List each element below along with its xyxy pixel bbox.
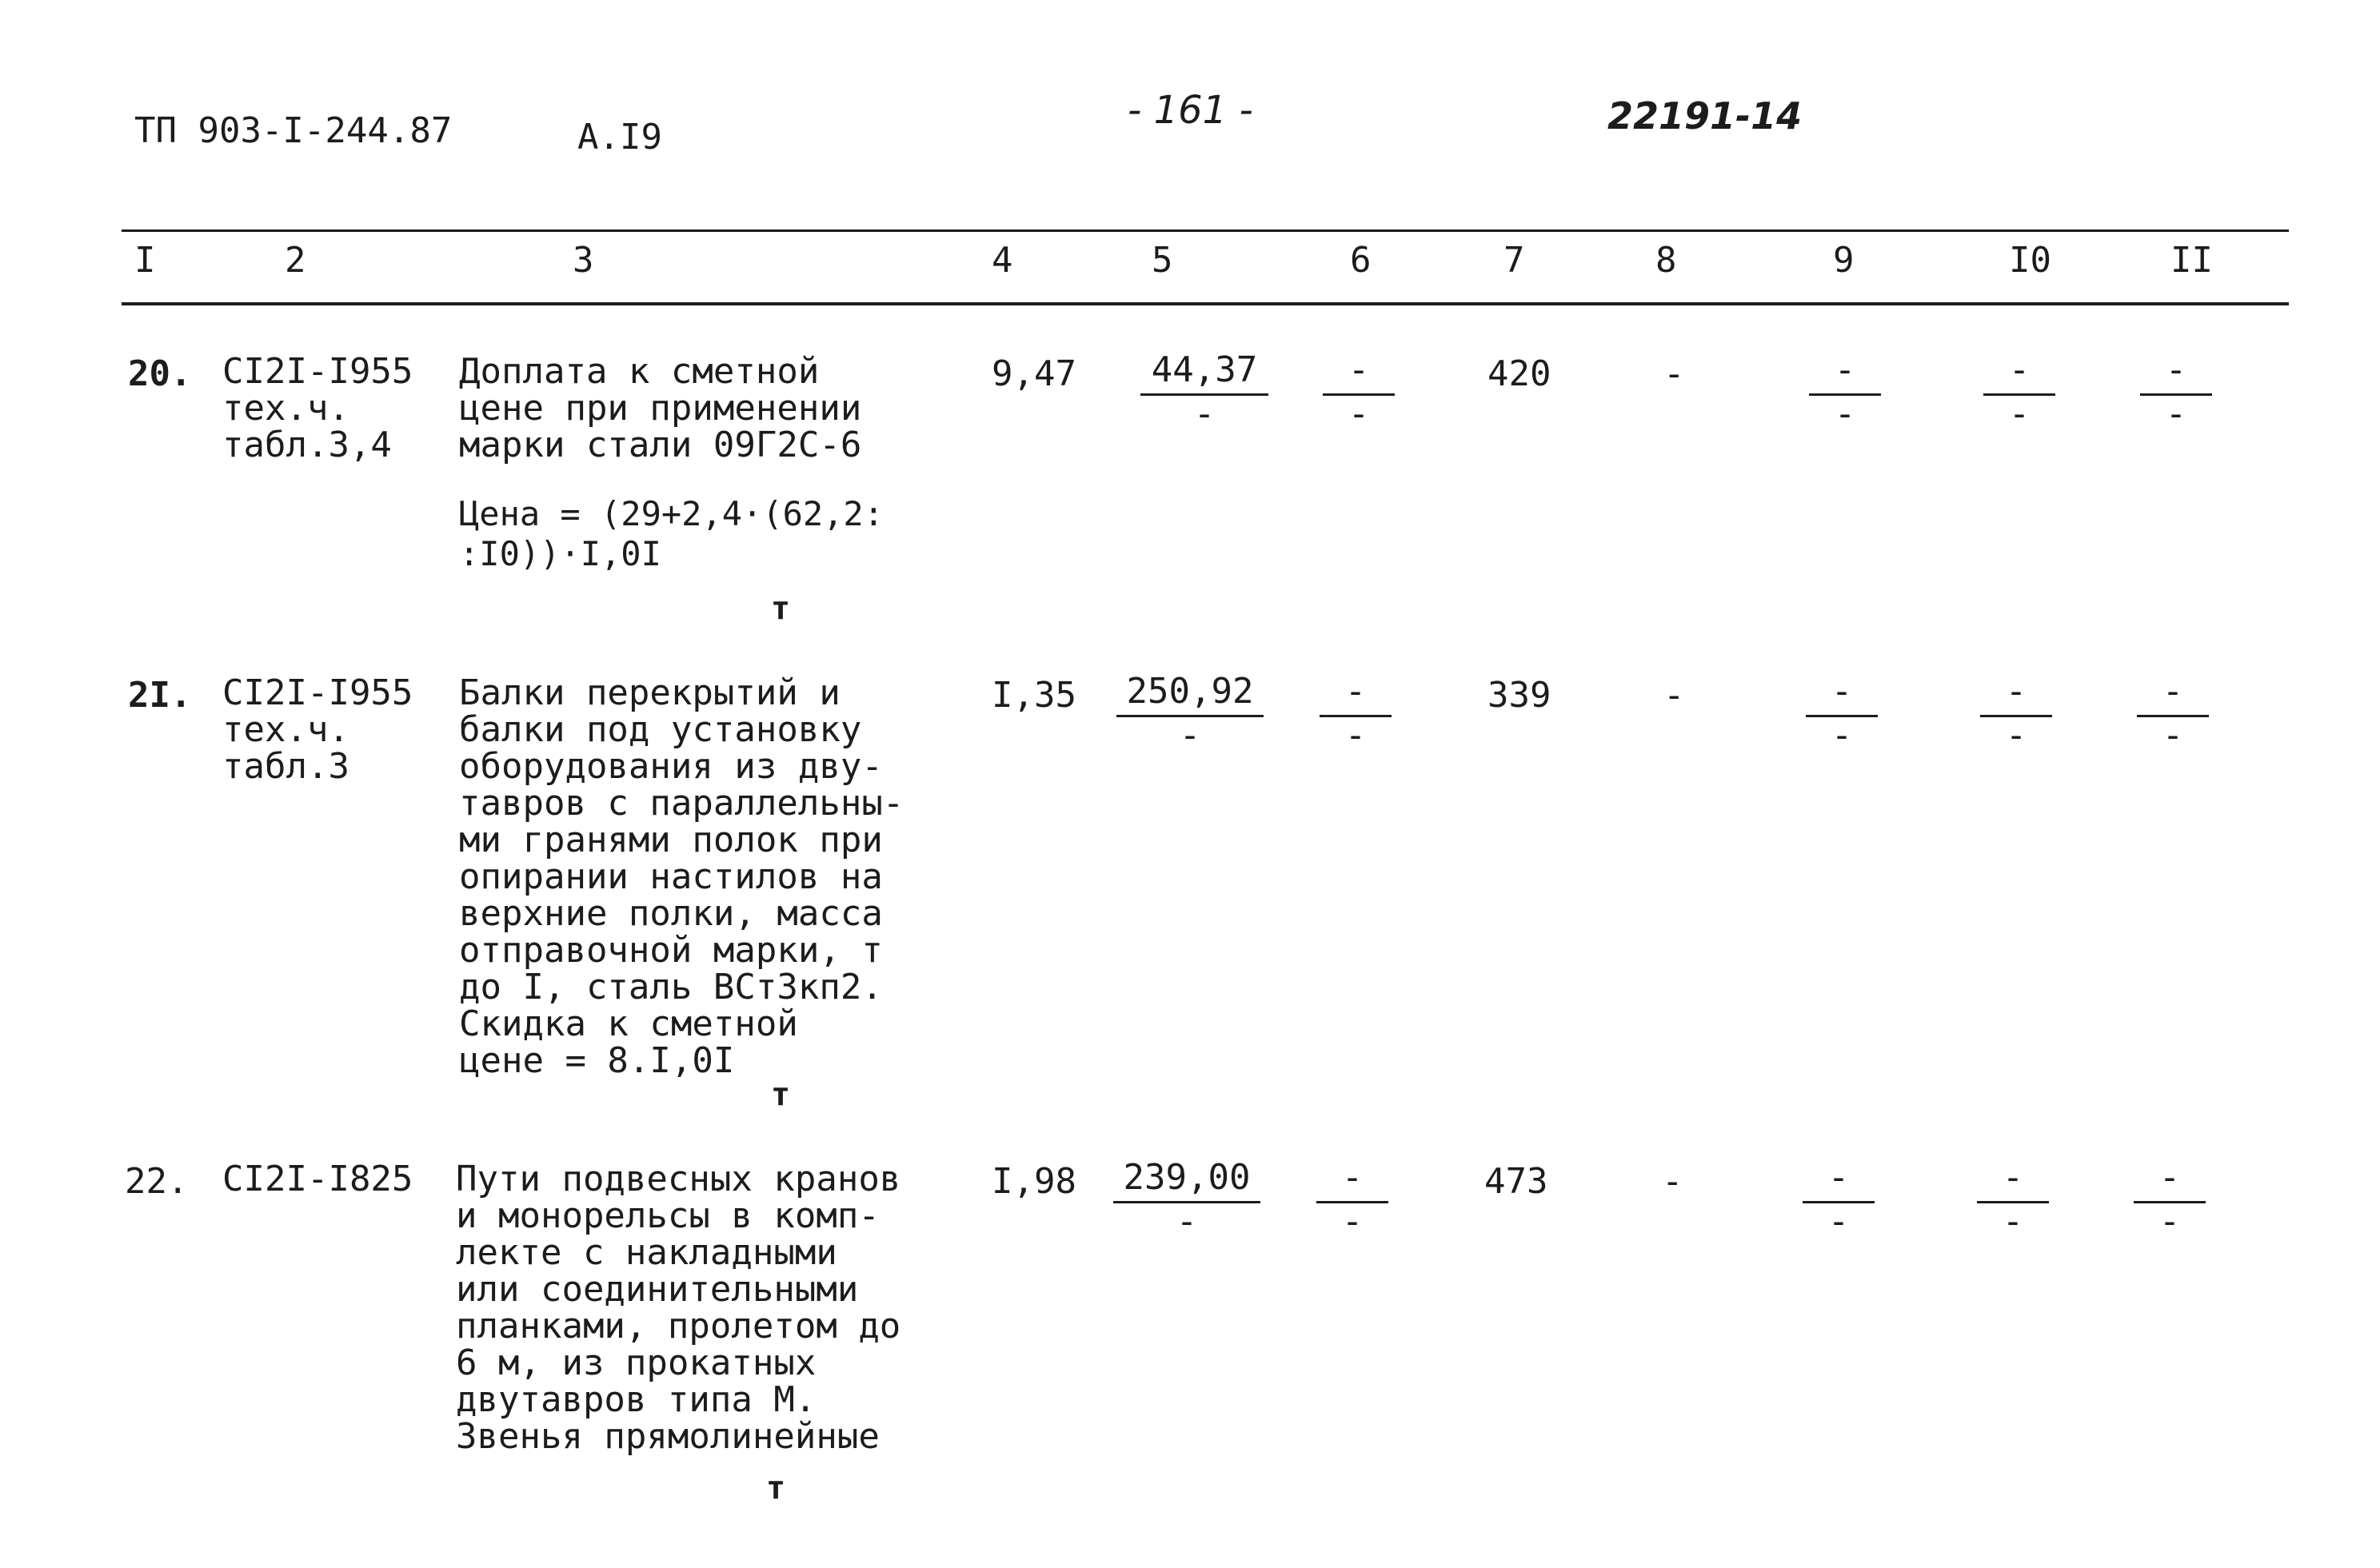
fraction-bottom: - — [1834, 393, 1856, 434]
norm-code-line: СI2I-I955 — [222, 351, 413, 392]
fraction-top: - — [1983, 352, 2055, 396]
col11-fraction — [2137, 673, 2209, 754]
col6-fraction — [1316, 1159, 1388, 1240]
description-line: отправочной марки, т — [459, 930, 883, 971]
col9-fraction — [1803, 1159, 1875, 1240]
fraction-top: 44,37 — [1140, 352, 1268, 396]
column-header-5: 5 — [1152, 240, 1173, 281]
formula-line: :I0))·I,0I — [459, 534, 661, 573]
total-value: 420 — [1488, 353, 1551, 394]
fraction-top: - — [2140, 352, 2212, 396]
unit-label: т — [771, 590, 791, 627]
fraction-bottom: - — [1344, 715, 1367, 756]
description-line: Скидка к сметной — [459, 1003, 798, 1044]
formula-line: Цена = (29+2,4·(62,2: — [459, 494, 885, 533]
column-header-3: 3 — [573, 240, 594, 281]
fraction-top: - — [1320, 673, 1392, 717]
column-header-10: I0 — [2009, 240, 2051, 281]
column-header-7: 7 — [1503, 240, 1525, 281]
fraction-bottom: - — [2002, 1201, 2024, 1242]
col9-fraction — [1809, 349, 1881, 434]
col11-fraction — [2134, 1159, 2206, 1240]
work-description — [459, 672, 904, 1081]
description-line: двутавров типа М. — [456, 1379, 817, 1420]
fraction-bottom: - — [1179, 715, 1201, 756]
column-header-4: 4 — [992, 240, 1013, 281]
norm-code-line: СI2I-I825 — [222, 1159, 413, 1199]
col10-fraction — [1980, 673, 2052, 754]
description-line: и монорельсы в комп- — [456, 1195, 880, 1236]
unit-cost-fraction — [1113, 1159, 1260, 1240]
row-number: 20. — [128, 353, 192, 394]
description-line: балки под установку — [459, 709, 862, 750]
quantity-value: 9,47 — [992, 353, 1076, 394]
column-header-8: 8 — [1655, 240, 1677, 281]
column-header-1: I — [134, 240, 156, 281]
fraction-bottom: - — [1341, 1201, 1364, 1242]
fraction-bottom: - — [2165, 393, 2187, 434]
norm-code — [222, 353, 413, 464]
description-line: марки стали 09Г2С-6 — [459, 425, 862, 465]
fraction-bottom: - — [1831, 715, 1853, 756]
description-line: Звенья прямолинейные — [456, 1416, 880, 1457]
quantity-value: I,35 — [992, 675, 1076, 716]
description-line: Доплата к сметной — [459, 351, 820, 392]
col10-fraction — [1977, 1159, 2049, 1240]
norm-code — [222, 672, 413, 787]
fraction-top: - — [1806, 673, 1878, 717]
norm-code-line: табл.3 — [222, 746, 349, 787]
col8-value: - — [1662, 1161, 1683, 1202]
unit-label: т — [771, 1076, 791, 1113]
total-value: 473 — [1484, 1161, 1548, 1202]
description-line: 6 м, из прокатных — [456, 1343, 817, 1383]
col10-fraction — [1983, 349, 2055, 434]
description-line: оборудования из дву- — [459, 746, 883, 787]
description-line: до I, сталь ВСт3кп2. — [459, 967, 883, 1007]
quantity-value: I,98 — [992, 1161, 1076, 1202]
fraction-bottom: - — [1176, 1201, 1198, 1242]
table-top-rule — [122, 229, 2289, 232]
norm-code-line: табл.3,4 — [222, 425, 392, 465]
col6-fraction — [1320, 673, 1392, 754]
description-line: планками, пролетом до — [456, 1306, 901, 1347]
col11-fraction — [2140, 349, 2212, 434]
inventory-code: 22191-14 — [1607, 94, 1803, 138]
col6-fraction — [1323, 349, 1395, 434]
description-line: или соединительными — [456, 1269, 859, 1310]
fraction-top: - — [1809, 352, 1881, 396]
unit-label: т — [766, 1470, 786, 1506]
column-header-6: 6 — [1350, 240, 1372, 281]
fraction-top: 250,92 — [1116, 673, 1264, 717]
unit-cost-fraction — [1140, 349, 1268, 434]
total-value: 339 — [1488, 675, 1551, 716]
description-line: опирании настилов на — [459, 856, 883, 897]
fraction-top: - — [2137, 673, 2209, 717]
column-header-9: 9 — [1833, 240, 1855, 281]
fraction-top: 239,00 — [1113, 1159, 1260, 1203]
norm-code-line: тех.ч. — [222, 388, 349, 429]
list-number: А.I9 — [577, 117, 662, 158]
norm-code-line: СI2I-I955 — [222, 672, 413, 713]
fraction-top: - — [1316, 1159, 1388, 1203]
fraction-bottom: - — [2162, 715, 2184, 756]
fraction-top: - — [1803, 1159, 1875, 1203]
row-number: 22. — [125, 1161, 189, 1202]
fraction-bottom: - — [1348, 393, 1370, 434]
fraction-bottom: - — [1193, 393, 1216, 434]
col9-fraction — [1806, 673, 1878, 754]
description-line: цене при применении — [459, 388, 862, 429]
work-description — [459, 353, 861, 464]
fraction-top: - — [1977, 1159, 2049, 1203]
description-line: ми гранями полок при — [459, 820, 883, 860]
norm-code-line: тех.ч. — [222, 709, 349, 750]
norm-code — [222, 1161, 413, 1198]
col8-value: - — [1663, 353, 1685, 394]
fraction-bottom: - — [1827, 1201, 1850, 1242]
description-line: Балки перекрытий и — [459, 672, 841, 713]
description-line: Пути подвесных кранов — [456, 1159, 901, 1199]
fraction-top: - — [2134, 1159, 2206, 1203]
fraction-top: - — [1980, 673, 2052, 717]
col8-value: - — [1663, 675, 1685, 716]
fraction-bottom: - — [2005, 715, 2027, 756]
row-number: 2I. — [128, 675, 192, 716]
price-formula — [459, 494, 884, 574]
description-line: верхние полки, масса — [459, 893, 883, 934]
fraction-bottom: - — [2008, 393, 2031, 434]
description-line: цене = 8.I,0I — [459, 1040, 735, 1081]
description-line: тавров с параллельны- — [459, 783, 904, 824]
work-description — [456, 1161, 900, 1455]
page-number: - 161 - — [1128, 88, 1253, 133]
fraction-top: - — [1323, 352, 1395, 396]
table-header-rule — [122, 302, 2289, 305]
document-code: ТП 903-I-244.87 — [134, 110, 453, 151]
fraction-bottom: - — [2158, 1201, 2181, 1242]
column-header-2: 2 — [285, 240, 306, 281]
column-header-11: II — [2170, 240, 2213, 281]
unit-cost-fraction — [1116, 673, 1264, 754]
description-line: лекте с накладными — [456, 1232, 837, 1273]
